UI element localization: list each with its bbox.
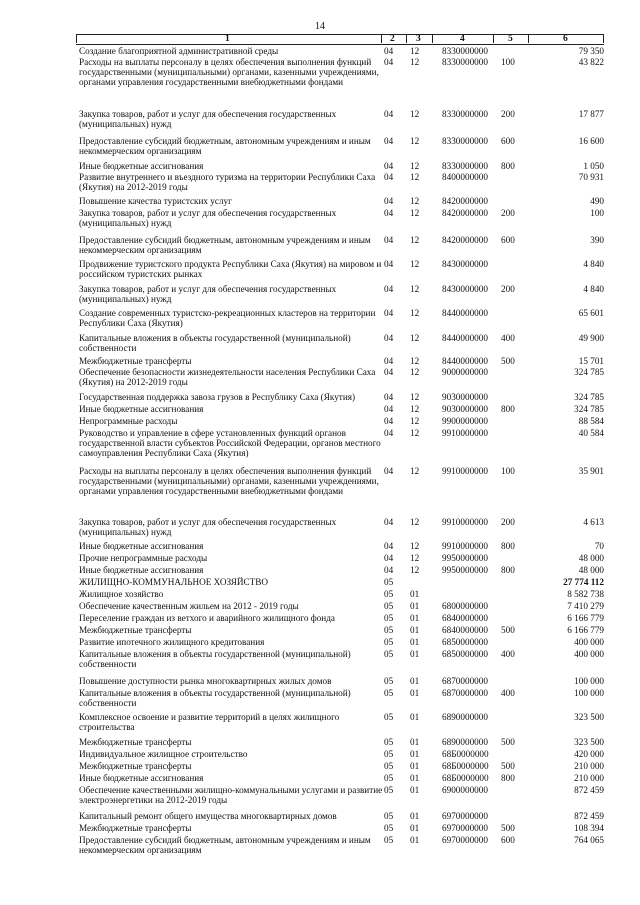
row-expense-type: 100 xyxy=(501,57,515,67)
row-expense-type: 800 xyxy=(501,773,515,783)
row-section: 04 xyxy=(384,235,394,245)
row-expense-type: 400 xyxy=(501,333,515,343)
row-section: 04 xyxy=(384,428,394,438)
row-section: 04 xyxy=(384,404,394,414)
row-name: Закупка товаров, работ и услуг для обеспечения государственных (муниципальных) нужд xyxy=(79,208,337,229)
column-header-5: 5 xyxy=(508,34,513,44)
row-name: Обеспечение безопасности жизнедеятельности населения Республики Саха (Якутия) на 2012-2019 годы xyxy=(79,367,376,388)
row-amount: 79 350 xyxy=(578,46,604,56)
page-number: 14 xyxy=(315,21,325,32)
row-name: Закупка товаров, работ и услуг для обеспечения государственных (муниципальных) нужд xyxy=(79,284,337,305)
row-subsection: 01 xyxy=(410,712,420,722)
row-section: 04 xyxy=(384,161,394,171)
row-amount: 7 410 279 xyxy=(567,601,604,611)
row-name: Жилищное хозяйство xyxy=(79,589,164,599)
row-name: Капитальные вложения в объекты государственной (муниципальной) собственности xyxy=(79,688,351,709)
row-target-article: 8330000000 xyxy=(442,161,488,171)
row-amount: 100 xyxy=(590,208,604,218)
row-section: 05 xyxy=(384,835,394,845)
row-target-article: 68Б0000000 xyxy=(442,749,489,759)
row-name: Иные бюджетные ассигнования xyxy=(79,161,204,171)
row-subsection: 01 xyxy=(410,589,420,599)
row-target-article: 9950000000 xyxy=(442,565,488,575)
row-target-article: 8420000000 xyxy=(442,196,488,206)
row-target-article: 6900000000 xyxy=(442,785,488,795)
column-header-2: 2 xyxy=(390,34,395,44)
row-amount: 43 822 xyxy=(578,57,604,67)
row-subsection: 12 xyxy=(410,196,420,206)
row-amount: 420 000 xyxy=(574,749,604,759)
row-name: Межбюджетные трансферты xyxy=(79,737,192,747)
row-target-article: 6970000000 xyxy=(442,835,488,845)
row-subsection: 12 xyxy=(410,428,420,438)
row-section: 04 xyxy=(384,208,394,218)
row-amount: 1 050 xyxy=(583,161,604,171)
row-name: Капитальный ремонт общего имущества многоквартирных домов xyxy=(79,811,337,821)
row-name: Межбюджетные трансферты xyxy=(79,625,192,635)
row-name: Развитие внутреннего и въездного туризма на территории Республики Саха (Якутия) на 2012-2019 годы xyxy=(79,172,376,193)
row-subsection: 01 xyxy=(410,601,420,611)
row-section: 05 xyxy=(384,676,394,686)
row-amount: 100 000 xyxy=(574,688,604,698)
row-section: 04 xyxy=(384,109,394,119)
row-expense-type: 400 xyxy=(501,649,515,659)
row-amount: 16 600 xyxy=(578,136,604,146)
column-divider xyxy=(381,35,382,43)
row-subsection: 12 xyxy=(410,416,420,426)
row-name: Развитие ипотечного жилищного кредитования xyxy=(79,637,265,647)
row-section: 05 xyxy=(384,577,394,587)
row-section: 04 xyxy=(384,46,394,56)
row-target-article: 9030000000 xyxy=(442,392,488,402)
row-name: Создание современных туристско-рекреационных кластеров на территории Республики Саха (Якутия) xyxy=(79,308,376,329)
row-expense-type: 600 xyxy=(501,835,515,845)
row-section: 05 xyxy=(384,613,394,623)
row-subsection: 01 xyxy=(410,749,420,759)
row-name: Индивидуальное жилищное строительство xyxy=(79,749,248,759)
column-header-3: 3 xyxy=(416,34,421,44)
row-section: 05 xyxy=(384,712,394,722)
row-name: Межбюджетные трансферты xyxy=(79,823,192,833)
row-expense-type: 800 xyxy=(501,161,515,171)
row-target-article: 9910000000 xyxy=(442,428,488,438)
row-amount: 70 931 xyxy=(578,172,604,182)
row-expense-type: 800 xyxy=(501,565,515,575)
row-amount: 324 785 xyxy=(574,404,604,414)
row-target-article: 6850000000 xyxy=(442,637,488,647)
row-section: 04 xyxy=(384,57,394,67)
row-amount: 324 785 xyxy=(574,392,604,402)
row-expense-type: 500 xyxy=(501,625,515,635)
row-amount: 400 000 xyxy=(574,637,604,647)
row-section: 05 xyxy=(384,761,394,771)
row-name: Продвижение туристского продукта Республики Саха (Якутия) на мировом и российском туристских рынках xyxy=(79,259,382,280)
row-name: Иные бюджетные ассигнования xyxy=(79,565,204,575)
row-name: Повышение качества туристских услуг xyxy=(79,196,232,206)
row-amount: 48 000 xyxy=(578,553,604,563)
row-section: 04 xyxy=(384,356,394,366)
row-amount: 323 500 xyxy=(574,712,604,722)
row-amount: 4 840 xyxy=(583,284,604,294)
row-amount: 108 394 xyxy=(574,823,604,833)
row-subsection: 01 xyxy=(410,649,420,659)
row-subsection: 12 xyxy=(410,308,420,318)
row-amount: 400 000 xyxy=(574,649,604,659)
row-target-article: 8430000000 xyxy=(442,284,488,294)
row-section: 04 xyxy=(384,392,394,402)
row-name: Иные бюджетные ассигнования xyxy=(79,541,204,551)
row-expense-type: 500 xyxy=(501,737,515,747)
row-subsection: 12 xyxy=(410,284,420,294)
row-section: 05 xyxy=(384,737,394,747)
row-subsection: 12 xyxy=(410,541,420,551)
row-subsection: 12 xyxy=(410,333,420,343)
row-name: Обеспечение качественным жильем на 2012 - 2019 годы xyxy=(79,601,299,611)
row-subsection: 12 xyxy=(410,161,420,171)
row-amount: 4 613 xyxy=(583,517,604,527)
row-section: 04 xyxy=(384,333,394,343)
row-subsection: 01 xyxy=(410,773,420,783)
row-name: Капитальные вложения в объекты государственной (муниципальной) собственности xyxy=(79,649,351,670)
row-amount: 100 000 xyxy=(574,676,604,686)
row-target-article: 6890000000 xyxy=(442,712,488,722)
row-expense-type: 500 xyxy=(501,356,515,366)
row-target-article: 6840000000 xyxy=(442,613,488,623)
row-target-article: 6970000000 xyxy=(442,823,488,833)
row-section: 04 xyxy=(384,466,394,476)
row-name: Непрограммные расходы xyxy=(79,416,178,426)
row-expense-type: 800 xyxy=(501,541,515,551)
row-subsection: 12 xyxy=(410,259,420,269)
row-amount: 390 xyxy=(590,235,604,245)
row-section: 04 xyxy=(384,136,394,146)
row-amount: 490 xyxy=(590,196,604,206)
row-name: Межбюджетные трансферты xyxy=(79,356,192,366)
row-subsection: 01 xyxy=(410,835,420,845)
row-subsection: 12 xyxy=(410,109,420,119)
row-section: 05 xyxy=(384,785,394,795)
row-target-article: 8440000000 xyxy=(442,308,488,318)
row-name: Расходы на выплаты персоналу в целях обеспечения выполнения функций государственными (муниципальными) органами, казенными учреждениями, органами управления государственными внебюджетными фондами xyxy=(79,57,379,88)
row-expense-type: 200 xyxy=(501,208,515,218)
row-section: 05 xyxy=(384,649,394,659)
row-amount: 324 785 xyxy=(574,367,604,377)
row-subsection: 12 xyxy=(410,466,420,476)
row-amount: 210 000 xyxy=(574,761,604,771)
row-subsection: 01 xyxy=(410,676,420,686)
column-header-6: 6 xyxy=(563,34,568,44)
row-subsection: 12 xyxy=(410,367,420,377)
row-subsection: 12 xyxy=(410,136,420,146)
row-name: Закупка товаров, работ и услуг для обеспечения государственных (муниципальных) нужд xyxy=(79,109,337,130)
row-expense-type: 500 xyxy=(501,761,515,771)
row-name: Предоставление субсидий бюджетным, автономным учреждениям и иным некоммерческим организациям xyxy=(79,835,371,856)
row-target-article: 6970000000 xyxy=(442,811,488,821)
row-subsection: 01 xyxy=(410,637,420,647)
row-subsection: 12 xyxy=(410,553,420,563)
row-target-article: 8420000000 xyxy=(442,208,488,218)
row-amount: 65 601 xyxy=(578,308,604,318)
column-divider xyxy=(406,35,407,43)
row-subsection: 12 xyxy=(410,57,420,67)
row-subsection: 12 xyxy=(410,235,420,245)
row-amount: 872 459 xyxy=(574,785,604,795)
row-amount: 40 584 xyxy=(578,428,604,438)
row-subsection: 12 xyxy=(410,517,420,527)
row-target-article: 6850000000 xyxy=(442,649,488,659)
row-expense-type: 400 xyxy=(501,688,515,698)
row-name: Переселение граждан из ветхого и аварийного жилищного фонда xyxy=(79,613,335,623)
row-amount: 4 840 xyxy=(583,259,604,269)
row-target-article: 6890000000 xyxy=(442,737,488,747)
row-name: Создание благоприятной административной среды xyxy=(79,46,279,56)
row-section: 04 xyxy=(384,172,394,182)
row-name: Государственная поддержка завоза грузов в Республику Саха (Якутия) xyxy=(79,392,356,402)
row-target-article: 6840000000 xyxy=(442,625,488,635)
row-target-article: 6870000000 xyxy=(442,676,488,686)
row-target-article: 8440000000 xyxy=(442,333,488,343)
row-expense-type: 800 xyxy=(501,404,515,414)
row-target-article: 68Б0000000 xyxy=(442,761,489,771)
column-divider xyxy=(76,35,77,43)
row-section: 04 xyxy=(384,541,394,551)
row-section: 05 xyxy=(384,823,394,833)
row-target-article: 8330000000 xyxy=(442,46,488,56)
row-name: Повышение доступности рынка многоквартирных жилых домов xyxy=(79,676,332,686)
row-section: 04 xyxy=(384,416,394,426)
row-target-article: 9900000000 xyxy=(442,416,488,426)
row-target-article: 9950000000 xyxy=(442,553,488,563)
row-subsection: 01 xyxy=(410,761,420,771)
row-subsection: 12 xyxy=(410,46,420,56)
row-subsection: 01 xyxy=(410,785,420,795)
column-divider xyxy=(432,35,433,43)
row-amount: 48 000 xyxy=(578,565,604,575)
row-section: 05 xyxy=(384,688,394,698)
row-section: 04 xyxy=(384,259,394,269)
row-amount: 6 166 779 xyxy=(567,613,604,623)
row-expense-type: 200 xyxy=(501,109,515,119)
row-amount: 15 701 xyxy=(578,356,604,366)
row-name: Капитальные вложения в объекты государственной (муниципальной) собственности xyxy=(79,333,351,354)
row-name: ЖИЛИЩНО-КОММУНАЛЬНОЕ ХОЗЯЙСТВО xyxy=(79,577,268,587)
row-target-article: 8330000000 xyxy=(442,136,488,146)
row-amount: 35 901 xyxy=(578,466,604,476)
row-target-article: 8330000000 xyxy=(442,109,488,119)
header-top-rule xyxy=(76,34,604,35)
row-name: Предоставление субсидий бюджетным, автономным учреждениям и иным некоммерческим организациям xyxy=(79,235,371,256)
column-header-1: 1 xyxy=(225,34,230,44)
row-name: Расходы на выплаты персоналу в целях обеспечения выполнения функций государственными (муниципальными) органами, казенными учреждениями, органами управления государственными внебюджетными фондами xyxy=(79,466,379,497)
row-section: 05 xyxy=(384,811,394,821)
row-expense-type: 100 xyxy=(501,466,515,476)
row-name: Закупка товаров, работ и услуг для обеспечения государственных (муниципальных) нужд xyxy=(79,517,337,538)
row-name: Прочие непрограммные расходы xyxy=(79,553,208,563)
row-amount: 872 459 xyxy=(574,811,604,821)
row-section: 04 xyxy=(384,367,394,377)
row-section: 04 xyxy=(384,284,394,294)
row-subsection: 12 xyxy=(410,565,420,575)
row-section: 05 xyxy=(384,637,394,647)
row-expense-type: 200 xyxy=(501,517,515,527)
row-section: 05 xyxy=(384,625,394,635)
row-amount: 6 166 779 xyxy=(567,625,604,635)
row-section: 04 xyxy=(384,517,394,527)
row-amount: 764 065 xyxy=(574,835,604,845)
row-target-article: 6870000000 xyxy=(442,688,488,698)
row-section: 04 xyxy=(384,308,394,318)
row-target-article: 9000000000 xyxy=(442,367,488,377)
row-subsection: 12 xyxy=(410,356,420,366)
column-header-4: 4 xyxy=(460,34,465,44)
row-target-article: 8440000000 xyxy=(442,356,488,366)
row-expense-type: 500 xyxy=(501,823,515,833)
row-amount: 27 774 112 xyxy=(563,577,604,587)
row-subsection: 01 xyxy=(410,811,420,821)
row-subsection: 01 xyxy=(410,613,420,623)
row-expense-type: 600 xyxy=(501,235,515,245)
row-subsection: 01 xyxy=(410,823,420,833)
row-name: Обеспечение качественными жилищно-коммунальными услугами и развитие электроэнергетики на 2012-2019 годы xyxy=(79,785,383,806)
row-subsection: 01 xyxy=(410,688,420,698)
row-subsection: 01 xyxy=(410,625,420,635)
row-target-article: 9910000000 xyxy=(442,517,488,527)
row-amount: 17 877 xyxy=(578,109,604,119)
row-target-article: 9910000000 xyxy=(442,541,488,551)
row-target-article: 8330000000 xyxy=(442,57,488,67)
row-amount: 49 900 xyxy=(578,333,604,343)
row-name: Межбюджетные трансферты xyxy=(79,761,192,771)
row-subsection: 12 xyxy=(410,404,420,414)
row-target-article: 8400000000 xyxy=(442,172,488,182)
row-amount: 210 000 xyxy=(574,773,604,783)
row-name: Иные бюджетные ассигнования xyxy=(79,773,204,783)
row-expense-type: 600 xyxy=(501,136,515,146)
row-target-article: 8430000000 xyxy=(442,259,488,269)
row-name: Предоставление субсидий бюджетным, автономным учреждениям и иным некоммерческим организациям xyxy=(79,136,371,157)
row-expense-type: 200 xyxy=(501,284,515,294)
row-target-article: 68Б0000000 xyxy=(442,773,489,783)
row-subsection: 12 xyxy=(410,392,420,402)
header-bottom-rule xyxy=(76,44,604,45)
row-section: 04 xyxy=(384,553,394,563)
column-divider xyxy=(603,35,604,43)
row-target-article: 6800000000 xyxy=(442,601,488,611)
row-subsection: 12 xyxy=(410,172,420,182)
row-section: 05 xyxy=(384,601,394,611)
row-section: 04 xyxy=(384,196,394,206)
column-divider xyxy=(493,35,494,43)
row-subsection: 12 xyxy=(410,208,420,218)
row-target-article: 9910000000 xyxy=(442,466,488,476)
row-section: 05 xyxy=(384,589,394,599)
column-divider xyxy=(528,35,529,43)
row-amount: 323 500 xyxy=(574,737,604,747)
row-section: 04 xyxy=(384,565,394,575)
row-section: 05 xyxy=(384,749,394,759)
row-amount: 88 584 xyxy=(578,416,604,426)
row-amount: 70 xyxy=(594,541,604,551)
row-name: Руководство и управление в сфере установленных функций органов государственной власти субъектов Российской Федерации, органов местного самоуправления Республики Саха (Якутия) xyxy=(79,428,381,459)
row-name: Иные бюджетные ассигнования xyxy=(79,404,204,414)
row-section: 05 xyxy=(384,773,394,783)
row-amount: 8 582 738 xyxy=(567,589,604,599)
row-target-article: 9030000000 xyxy=(442,404,488,414)
row-target-article: 8420000000 xyxy=(442,235,488,245)
row-subsection: 01 xyxy=(410,737,420,747)
row-name: Комплексное освоение и развитие территорий в целях жилищного строительства xyxy=(79,712,340,733)
